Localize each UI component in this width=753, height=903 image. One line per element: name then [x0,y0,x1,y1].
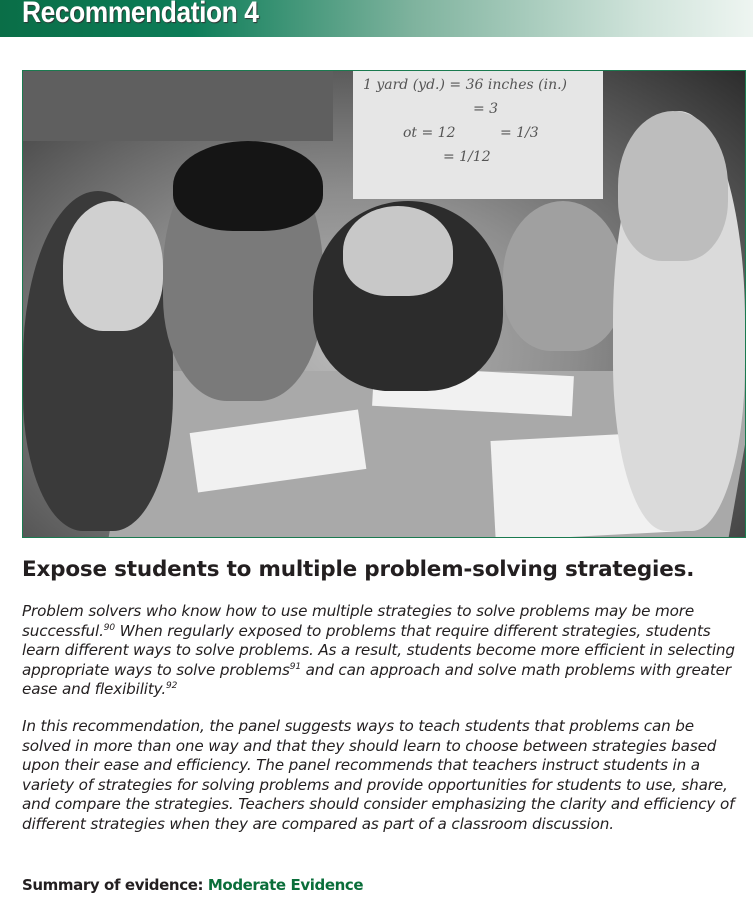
student-face [63,201,163,331]
evidence-summary [22,876,363,894]
whiteboard [353,71,603,199]
footnote-ref[interactable]: 91 [289,661,301,672]
recommendation-heading: Expose students to multiple problem-solving strategies. [22,557,695,582]
student [503,201,623,351]
text: Problem solvers who know how to use multiple strategies to solve problems may be more successful. [22,602,695,640]
teacher-face [618,111,728,261]
evidence-level: Moderate Evidence [207,876,364,894]
section-title: Recommendation 4 [22,0,259,29]
photo-background [23,71,333,141]
footnote-ref[interactable]: 90 [103,622,115,633]
text: When regularly exposed to problems that require different strategies, students learn different ways to solve problems. As a result, students become more efficient in selecting appropriate ways to solve problems [22,621,735,679]
board-line: = 1/3 [499,125,539,141]
board-line: ot = 12 [403,125,456,141]
board-line: = 3 [473,101,499,117]
classroom-photo [22,70,746,538]
footnote-ref[interactable]: 92 [166,681,178,692]
board-line: = 1/12 [443,149,491,165]
board-line: 1 yard (yd.) = 36 inches (in.) [363,77,567,93]
intro-paragraph [22,602,747,700]
text: and can approach and solve math problems with greater ease and flexibility. [22,660,731,699]
section-banner [0,0,753,37]
student-face [343,206,453,296]
panel-paragraph: In this recommendation, the panel suggests ways to teach students that problems can be solved in more than one way and that they should learn to choose between strategies based upon their ease and efficiency. The panel recommends that teachers instruct students in a variety of strategies for solving problems and provide opportunities for students to use, share, and compare the strategies. Teachers should consider emphasizing the clarity and efficiency of different strategies when they are compared as part of a classroom discussion. [22,717,735,833]
summary-label: Summary of evidence: [22,876,204,894]
student-hair [173,141,323,231]
